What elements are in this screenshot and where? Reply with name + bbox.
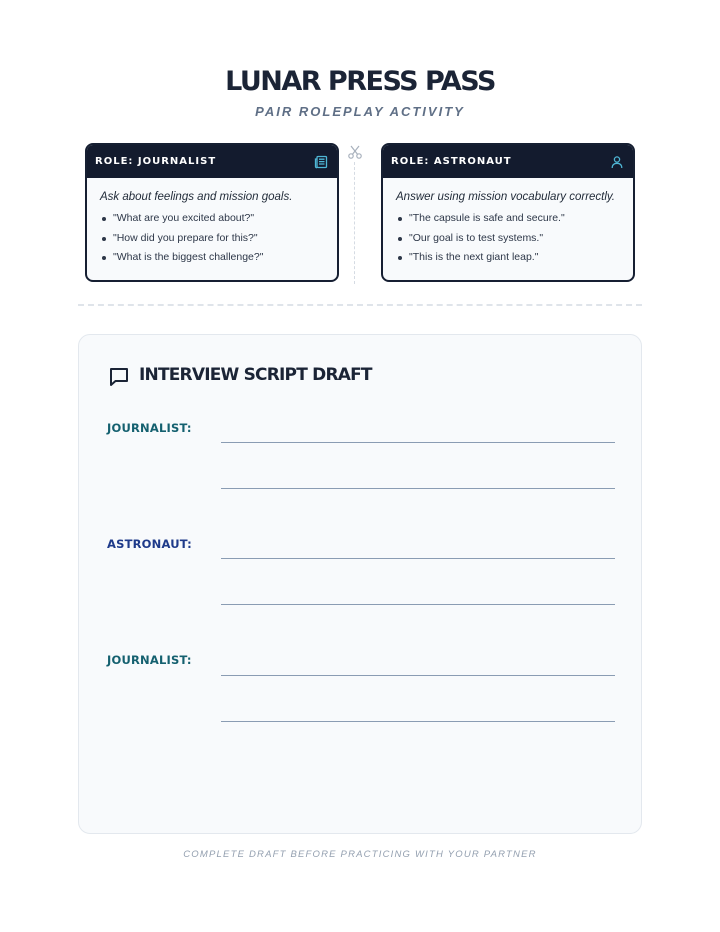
list-item: "This is the next giant leap." [396, 251, 620, 264]
list-item: "What is the biggest challenge?" [100, 251, 324, 264]
role-label: ROLE: ASTRONAUT [391, 156, 512, 167]
page-subtitle: PAIR ROLEPLAY ACTIVITY [255, 104, 465, 119]
write-line[interactable] [221, 488, 615, 489]
write-line[interactable] [221, 442, 615, 443]
list-item: "Our goal is to test systems." [396, 232, 620, 245]
newspaper-icon [313, 154, 329, 170]
role-card-astronaut [381, 143, 635, 282]
list-item: "What are you excited about?" [100, 212, 324, 225]
person-icon [609, 154, 625, 170]
role-instruction: Answer using mission vocabulary correctly. [396, 191, 616, 203]
role-instruction: Ask about feelings and mission goals. [100, 191, 293, 203]
script-heading: INTERVIEW SCRIPT DRAFT [139, 365, 372, 385]
list-item: "How did you prepare for this?" [100, 232, 324, 245]
speech-bubble-icon [107, 365, 131, 389]
scissors-icon [347, 144, 363, 160]
cut-line-vertical [354, 162, 355, 284]
write-line[interactable] [221, 675, 615, 676]
cut-line-horizontal [78, 304, 642, 306]
role-card-journalist [85, 143, 339, 282]
list-item: "The capsule is safe and secure." [396, 212, 620, 225]
speaker-label-journalist: JOURNALIST: [107, 653, 192, 667]
role-label: ROLE: JOURNALIST [95, 156, 217, 167]
footer-note: COMPLETE DRAFT BEFORE PRACTICING WITH YOUR PARTNER [183, 849, 537, 860]
role-card-header [87, 145, 337, 178]
speaker-label-journalist: JOURNALIST: [107, 421, 192, 435]
write-line[interactable] [221, 558, 615, 559]
role-card-header [383, 145, 633, 178]
prompt-list [100, 212, 324, 264]
write-line[interactable] [221, 604, 615, 605]
page-title: LUNAR PRESS PASS [225, 66, 495, 97]
speaker-label-astronaut: ASTRONAUT: [107, 537, 192, 551]
interview-script-panel [78, 334, 642, 834]
prompt-list [396, 212, 620, 264]
write-line[interactable] [221, 721, 615, 722]
